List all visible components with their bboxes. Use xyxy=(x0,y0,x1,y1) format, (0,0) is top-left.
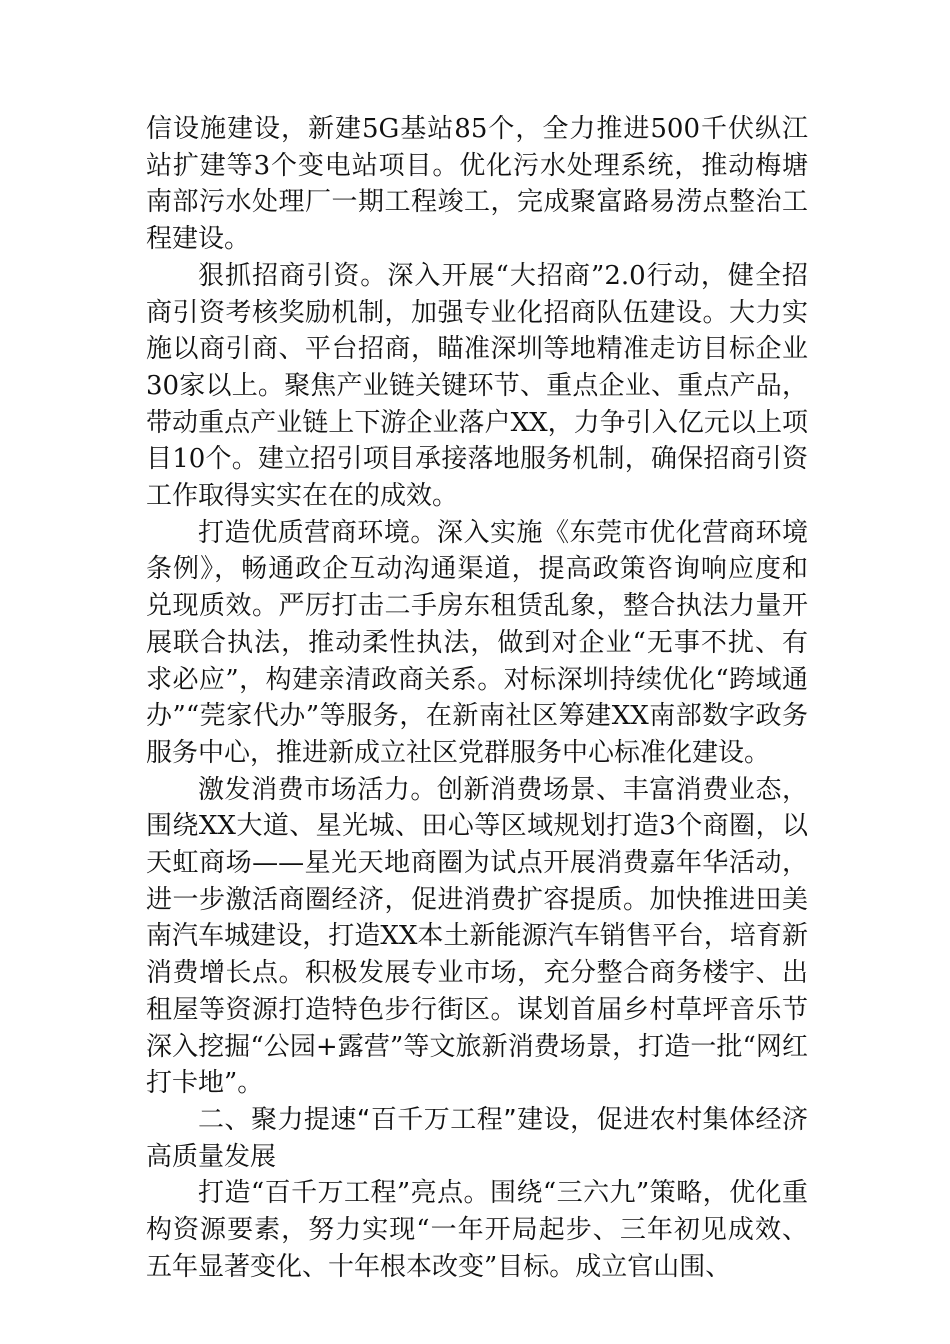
paragraph-business-environment: 打造优质营商环境。深入实施《东莞市优化营商环境条例》，畅通政企互动沟通渠道，提高政策咨询响应度和兑现质效。严厉打击二手房东租赁乱象，整合执法力量开展联合执法，推动柔性执法，做到对企业“无事不扰、有求必应”，构建亲清政商关系。对标深圳持续优化“跨域通办”“莞家代办”等服务，在新南社区筹建XX南部数字政务服务中心，推进新成立社区党群服务中心标准化建设。 xyxy=(146,517,808,768)
paragraph-project-highlights: 打造“百千万工程”亮点。围绕“三六九”策略，优化重构资源要素，努力实现“一年开局起步、三年初见成效、五年显著变化、十年根本改变”目标。成立官山围、 xyxy=(146,1178,808,1282)
paragraph-investment-attraction: 狠抓招商引资。深入开展“大招商”2.0行动，健全招商引资考核奖励机制，加强专业化招商队伍建设。大力实施以商引商、平台招商，瞄准深圳等地精准走访目标企业30家以上。聚焦产业链关键环节、重点企业、重点产品，带动重点产业链上下游企业落户XX，力争引入亿元以上项目10个。建立招引项目承接落地服务机制，确保招商引资工作取得实实在在的成效。 xyxy=(146,260,808,512)
paragraph-consumer-market: 激发消费市场活力。创新消费场景、丰富消费业态，围绕XX大道、星光城、田心等区域规划打造3个商圈，以天虹商场——星光天地商圈为试点开展消费嘉年华活动，进一步激活商圈经济，促进消费扩容提质。加快推进田美南汽车城建设，打造XX本土新能源汽车销售平台，培育新消费增长点。积极发展专业市场，充分整合商务楼宇、出租屋等资源打造特色步行街区。谋划首届乡村草坪音乐节深入挖掘“公园+露营”等文旅新消费场景，打造一批“网红打卡地”。 xyxy=(146,774,808,1099)
section-heading: 二、聚力提速“百千万工程”建设，促进农村集体经济高质量发展 xyxy=(146,1104,808,1172)
paragraph-infrastructure: 信设施建设，新建5G基站85个，全力推进500千伏纵江站扩建等3个变电站项目。优化污水处理系统，推动梅塘南部污水处理厂一期工程竣工，完成聚富路易涝点整治工程建设。 xyxy=(146,114,808,255)
document-body xyxy=(146,111,808,1286)
